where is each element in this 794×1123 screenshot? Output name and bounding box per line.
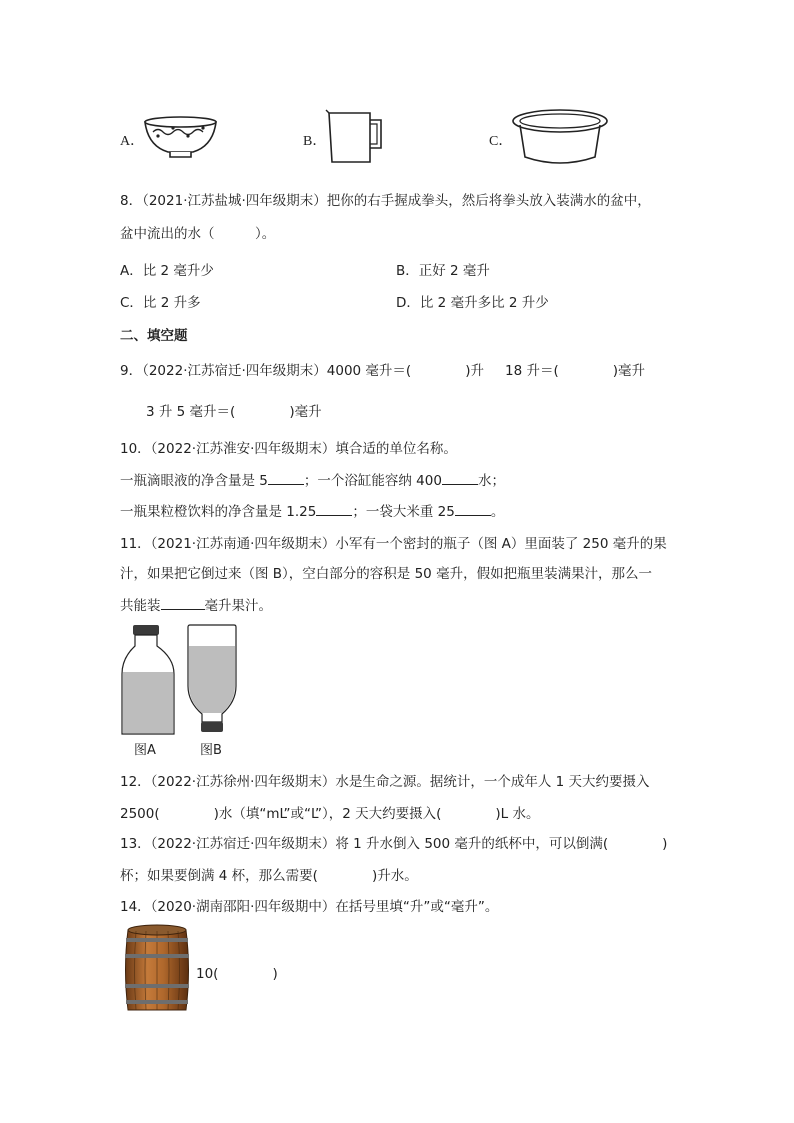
q9-part2: 18 升＝( )毫升 — [505, 363, 646, 379]
measuring-cup-image — [326, 110, 386, 166]
q10-text-a: 一瓶滴眼液的净含量是 5 — [120, 473, 268, 489]
q8-stem-line1: 8．（2021·江苏盐城·四年级期末）把你的右手握成拳头，然后将拳头放入装满水的盆中， — [120, 193, 651, 209]
q10-line3 — [120, 500, 504, 520]
q11-blank[interactable] — [161, 597, 205, 610]
figure-b-caption: 图B — [200, 743, 222, 758]
q10-blank-3[interactable] — [316, 503, 352, 516]
q10-blank-4[interactable] — [455, 503, 491, 516]
q10-blank-1[interactable] — [268, 472, 304, 485]
q10-stem: 10．（2022·江苏淮安·四年级期末）填合适的单位名称。 — [120, 441, 457, 457]
q14-answer-blank[interactable]: 10( ) — [196, 966, 278, 982]
q10-text-c: 水； — [477, 473, 505, 489]
q12-stem-line2: 2500( )水（填“mL”或“L”），2 天大约要摄入( )L 水。 — [120, 806, 540, 822]
bowl-image — [143, 114, 218, 160]
basin-image — [511, 107, 609, 169]
q8-option-b[interactable]: B．正好 2 毫升 — [396, 263, 490, 279]
q14-stem: 14．（2020·湖南邵阳·四年级期中）在括号里填“升”或“毫升”。 — [120, 899, 499, 915]
q8-option-c[interactable]: C．比 2 升多 — [120, 295, 201, 311]
figure-a-caption: 图A — [134, 743, 156, 758]
bottle-b-image — [186, 624, 238, 736]
q10-text-f: 。 — [490, 504, 505, 520]
option-c-label: C． — [489, 134, 513, 149]
option-a-label: A． — [120, 134, 145, 149]
q12-stem-line1: 12．（2022·江苏徐州·四年级期末）水是生命之源。据统计，一个成年人 1 天大约要摄入 — [120, 774, 650, 790]
section-heading-fill-in: 二、填空题 — [120, 328, 188, 344]
q11-stem-line1: 11．（2021·江苏南通·四年级期末）小军有一个密封的瓶子（图 A）里面装了 250 毫升的果 — [120, 536, 667, 552]
q13-stem-line1: 13．（2022·江苏宿迁·四年级期末）将 1 升水倒入 500 毫升的纸杯中，可以倒满( ) — [120, 836, 668, 852]
q10-text-d: 一瓶果粒橙饮料的净含量是 1.25 — [120, 504, 317, 520]
q13-stem-line2: 杯；如果要倒满 4 杯，那么需要( )升水。 — [120, 868, 418, 884]
q11-stem-line3 — [120, 594, 272, 614]
q11-stem-line2: 汁，如果把它倒过来（图 B），空白部分的容积是 50 毫升，假如把瓶里装满果汁，那么一 — [120, 566, 653, 582]
wooden-barrel-image — [122, 924, 192, 1016]
q8-stem-line2: 盆中流出的水（ ）。 — [120, 226, 276, 242]
option-b-label: B． — [303, 134, 327, 149]
q10-line2 — [120, 469, 505, 489]
q10-text-b: ；一个浴缸能容纳 400 — [303, 473, 442, 489]
bottle-a-image — [120, 624, 176, 736]
q10-text-e: ；一袋大米重 25 — [352, 504, 455, 520]
q8-option-a[interactable]: A．比 2 毫升少 — [120, 263, 214, 279]
q9-part3: 3 升 5 毫升＝( )毫升 — [146, 404, 322, 420]
q9-part1: 9．（2022·江苏宿迁·四年级期末）4000 毫升＝( )升 — [120, 363, 484, 379]
q10-blank-2[interactable] — [442, 472, 478, 485]
q11-text-a: 共能装 — [120, 598, 161, 614]
q11-text-b: 毫升果汁。 — [204, 598, 272, 614]
q8-option-d[interactable]: D．比 2 毫升多比 2 升少 — [396, 295, 549, 311]
